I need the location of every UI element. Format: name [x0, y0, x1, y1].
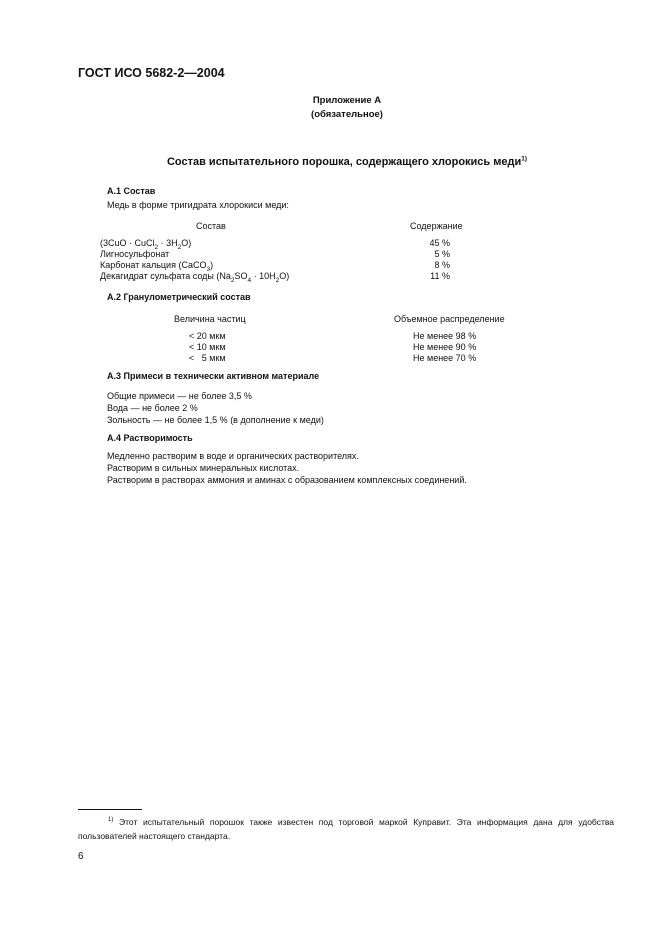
- footnote-divider: [78, 809, 142, 810]
- annex-title: Приложение А: [312, 95, 382, 106]
- a1-row-value: 5 %: [434, 249, 450, 259]
- a3-line: Общие примеси — не более 3,5 %: [107, 391, 252, 401]
- a2-row-dist: Не менее 90 %: [413, 342, 477, 352]
- document-title-text: Состав испытательного порошка, содержащего хлорокись меди: [166, 156, 522, 168]
- document-title: [0, 156, 661, 168]
- a1-row-name: Декагидрат сульфата соды $(Na_2SO_4 \cdot 10H_2O)$: [100, 271, 290, 284]
- a3-line: Вода — не более 2 %: [107, 403, 198, 413]
- section-a1-heading: А.1 Состав: [107, 186, 156, 196]
- section-a2-heading: А.2 Гранулометрический состав: [107, 292, 251, 302]
- a2-col-dist: Объемное распределение: [394, 314, 505, 324]
- section-a4-heading: А.4 Растворимость: [107, 433, 193, 443]
- footnote-mark: 1): [108, 817, 114, 824]
- annex-status: (обязательное): [311, 109, 383, 120]
- title-footnote-ref: 1): [521, 155, 528, 163]
- a1-row-value: 45 %: [429, 238, 450, 248]
- page-number: 6: [78, 851, 84, 862]
- a1-row-name: Лигносульфонат: [100, 249, 170, 259]
- a2-col-size: Величина частиц: [174, 314, 246, 324]
- a2-row-size: < 5 мкм: [189, 353, 226, 363]
- a1-row-name: Карбонат кальция (CaCO$_3$): [100, 260, 214, 273]
- standard-header: ГОСТ ИСО 5682-2—2004: [78, 66, 225, 80]
- a1-col-composition: Состав: [196, 221, 226, 231]
- a2-row-size: < 10 мкм: [189, 342, 226, 352]
- a1-row-value: 8 %: [434, 260, 450, 270]
- a1-col-content: Содержание: [410, 221, 463, 231]
- a4-line: Растворим в сильных минеральных кислотах.: [107, 463, 300, 473]
- a1-row-name: (3CuO · CuCl$_2$ · $3H_2O$): [100, 238, 192, 251]
- section-a3-heading: А.3 Примеси в технически активном материале: [107, 371, 320, 381]
- a1-row-value: 11 %: [430, 271, 450, 281]
- footnote-text: Этот испытательный порошок также известен под торговой маркой Куправит. Эта информация дана для удобства пользователей настоящего стандарта.: [78, 817, 614, 841]
- footnote: [78, 815, 614, 843]
- a2-row-dist: Не менее 98 %: [413, 331, 477, 341]
- a2-row-size: < 20 мкм: [189, 331, 226, 341]
- a4-line: Растворим в растворах аммония и аминах с образованием комплексных соединений.: [107, 475, 467, 485]
- a4-line: Медленно растворим в воде и органических растворителях.: [107, 451, 359, 461]
- a3-line: Зольность — не более 1,5 % (в дополнение к меди): [107, 415, 324, 425]
- a2-row-dist: Не менее 70 %: [413, 353, 477, 363]
- section-a1-intro: Медь в форме тригидрата хлорокиси меди:: [107, 200, 289, 210]
